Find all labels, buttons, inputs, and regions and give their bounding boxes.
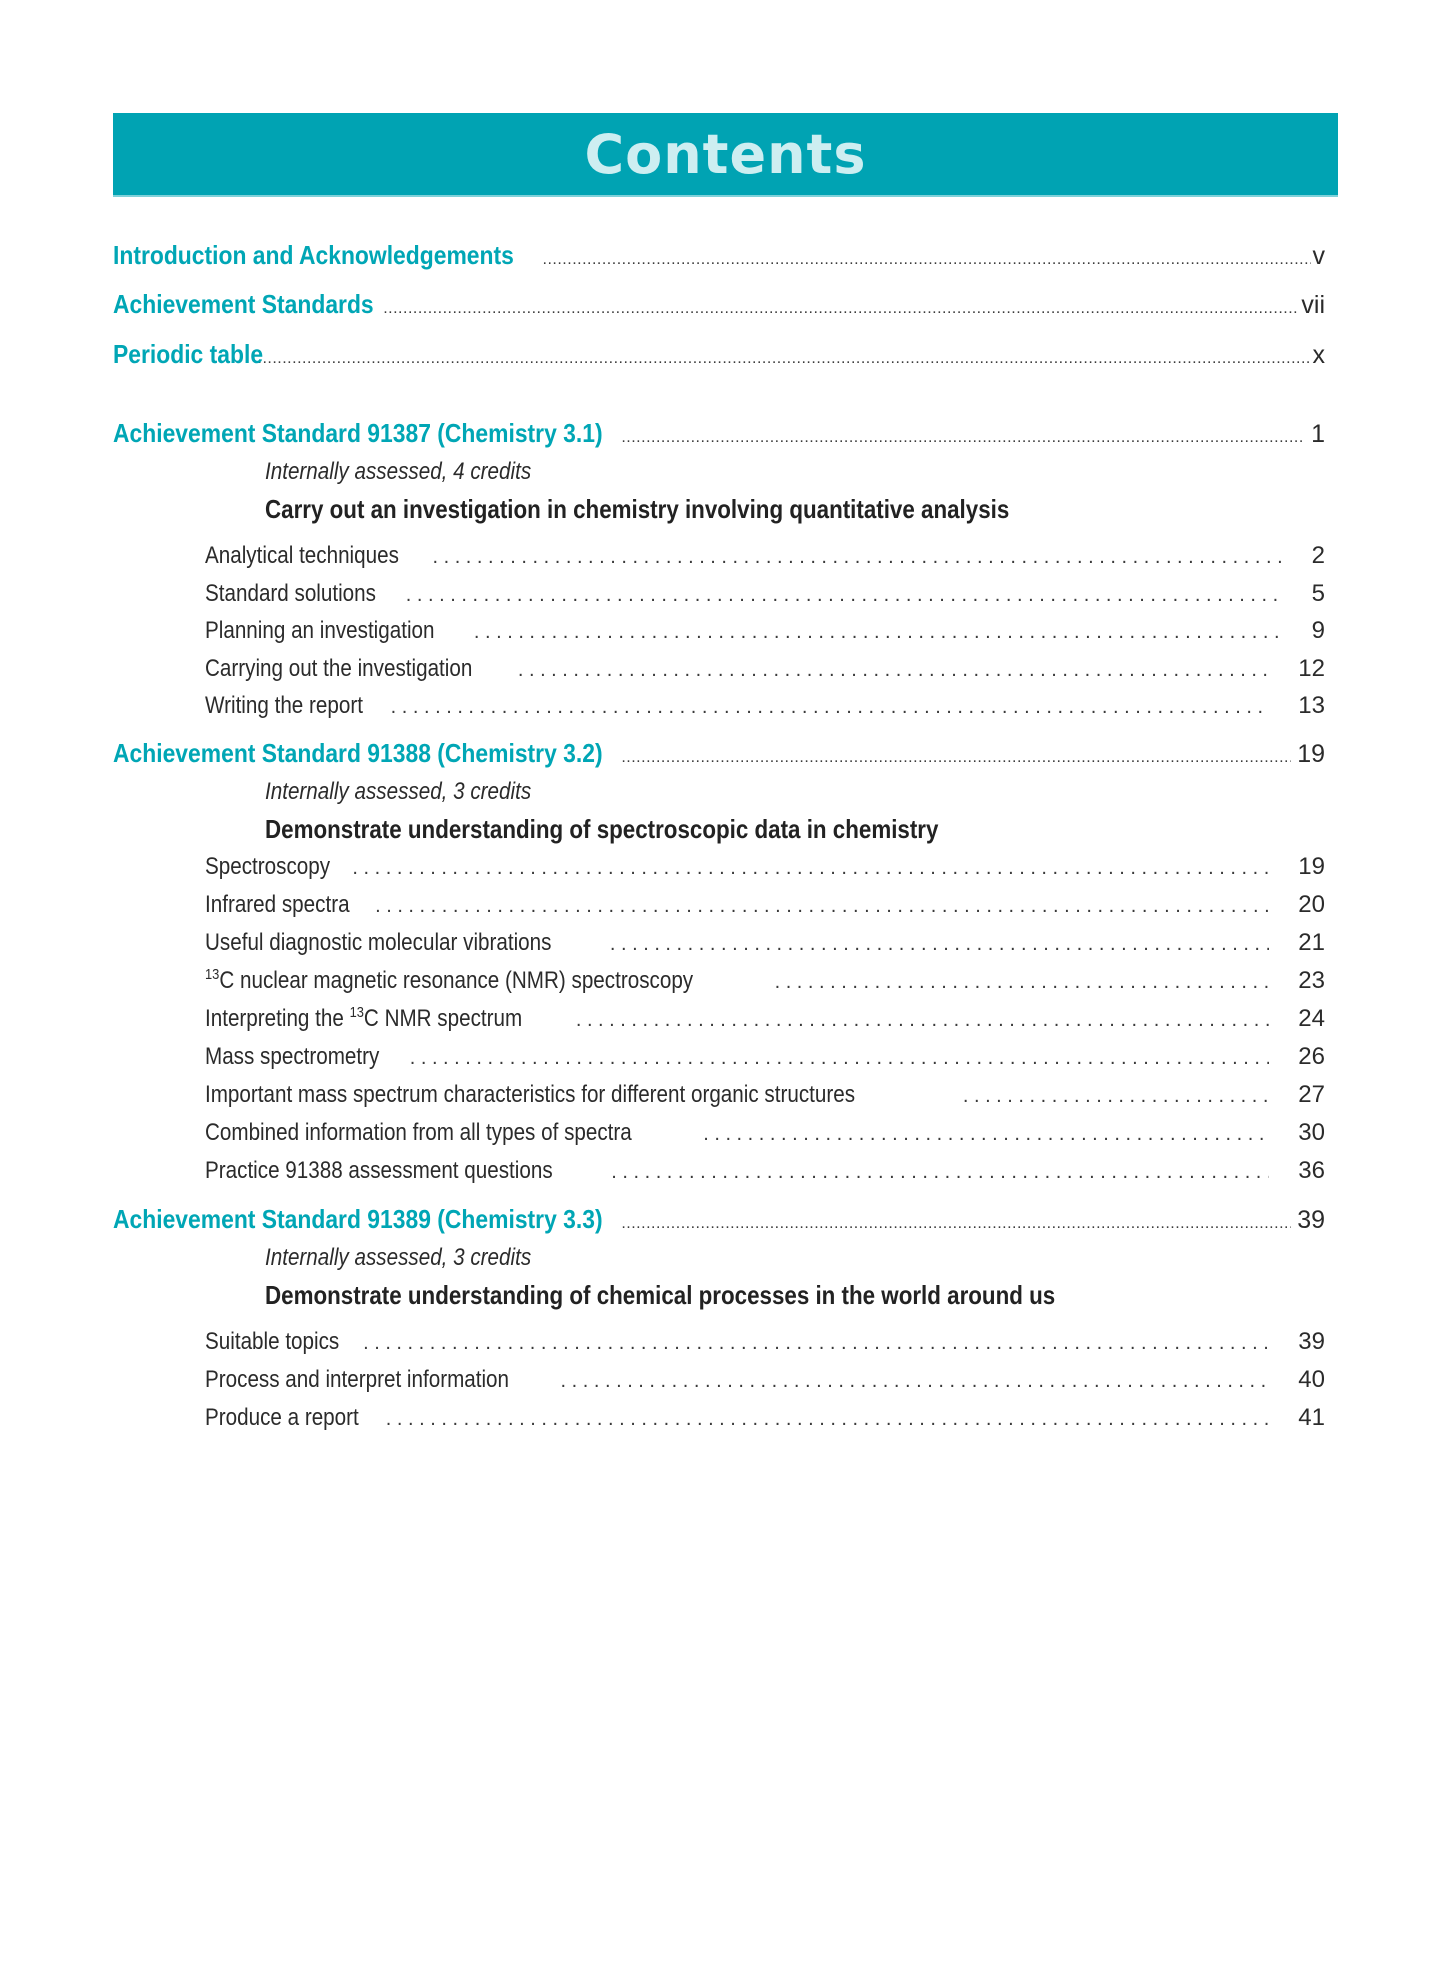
toc-item[interactable]	[205, 1328, 1325, 1356]
toc-item-label: Carrying out the investigation	[205, 655, 473, 682]
toc-item[interactable]	[205, 1119, 1325, 1147]
toc-entry-label: Introduction and Acknowledgements	[113, 240, 514, 270]
toc-item-label: Planning an investigation	[205, 617, 435, 644]
toc-item[interactable]	[205, 580, 1325, 608]
dot-leader	[610, 933, 1269, 956]
dot-leader	[474, 621, 1281, 644]
toc-standard-title: Achievement Standard 91388 (Chemistry 3.2)	[113, 738, 603, 768]
dot-leader	[410, 1047, 1269, 1070]
toc-item-label: Analytical techniques	[205, 542, 399, 569]
toc-item-label: Infrared spectra	[205, 891, 350, 918]
dot-leader	[543, 251, 1311, 269]
toc-page-number: 19	[1298, 853, 1325, 880]
toc-page-number: 40	[1298, 1366, 1325, 1393]
toc-item-label: Process and interpret information	[205, 1366, 510, 1393]
toc-page-number: 23	[1298, 967, 1325, 994]
toc-item[interactable]	[205, 1081, 1325, 1109]
toc-item[interactable]	[205, 1157, 1325, 1185]
toc-standard-91389[interactable]	[113, 1204, 1325, 1235]
dot-leader	[963, 1085, 1269, 1108]
standard-credits: Internally assessed, 3 credits	[265, 778, 532, 805]
toc-item-label: Produce a report	[205, 1404, 359, 1431]
dot-leader	[621, 429, 1303, 447]
superscript-isotope: 13	[349, 1004, 364, 1021]
dot-leader	[406, 584, 1281, 607]
toc-item-label: Important mass spectrum characteristics for different organic structures	[205, 1081, 856, 1108]
toc-item-label: Standard solutions	[205, 580, 376, 607]
toc-item[interactable]	[205, 542, 1325, 570]
standard-credits: Internally assessed, 4 credits	[265, 458, 532, 485]
superscript-isotope: 13	[205, 966, 220, 983]
toc-entry-label: Achievement Standards	[113, 289, 374, 319]
dot-leader	[703, 1123, 1269, 1146]
toc-item[interactable]	[205, 891, 1325, 919]
toc-page-number: 26	[1298, 1043, 1325, 1070]
toc-standard-title: Achievement Standard 91389 (Chemistry 3.3)	[113, 1204, 603, 1234]
toc-page-number: 36	[1298, 1157, 1325, 1184]
toc-item-label: $^{13}$C nuclear magnetic resonance (NMR) spectroscopy	[205, 966, 694, 994]
toc-item-label: Spectroscopy	[205, 853, 331, 880]
toc-page-number: 27	[1298, 1081, 1325, 1108]
toc-page-number: 5	[1311, 580, 1325, 607]
toc-page-number: 2	[1311, 542, 1325, 569]
toc-page-number: 21	[1298, 929, 1325, 956]
page-title: Contents	[584, 122, 867, 186]
standard-description: Demonstrate understanding of spectroscopic data in chemistry	[265, 814, 939, 844]
toc-entry-introduction[interactable]	[113, 240, 1325, 271]
toc-page-number: 13	[1298, 692, 1325, 719]
toc-item[interactable]	[205, 617, 1325, 645]
toc-item[interactable]	[205, 655, 1325, 683]
toc-page-number: 9	[1311, 617, 1325, 644]
toc-item[interactable]	[205, 929, 1325, 957]
dot-leader	[363, 1332, 1269, 1355]
dot-leader	[386, 1408, 1269, 1431]
toc-item[interactable]	[205, 1404, 1325, 1432]
dot-leader	[391, 696, 1269, 719]
toc-page-number: 20	[1298, 891, 1325, 918]
dot-leader	[383, 300, 1299, 318]
toc-item-label: Useful diagnostic molecular vibrations	[205, 929, 552, 956]
toc-page-number: 12	[1298, 655, 1325, 682]
toc-item[interactable]	[205, 1005, 1325, 1033]
dot-leader	[561, 1370, 1269, 1393]
dot-leader	[375, 895, 1269, 918]
toc-standard-title: Achievement Standard 91387 (Chemistry 3.1)	[113, 418, 603, 448]
toc-item[interactable]	[205, 967, 1325, 995]
toc-item-label: Mass spectrometry	[205, 1043, 380, 1070]
toc-standard-91387[interactable]	[113, 418, 1325, 449]
toc-page-number: x	[1312, 341, 1325, 369]
dot-leader	[611, 1161, 1269, 1184]
contents-banner	[113, 113, 1338, 197]
standard-description: Demonstrate understanding of chemical processes in the world around us	[265, 1280, 1056, 1310]
toc-page-number: 30	[1298, 1119, 1325, 1146]
toc-item[interactable]	[205, 692, 1325, 720]
toc-item-label: Suitable topics	[205, 1328, 340, 1355]
toc-page-number: 39	[1298, 1328, 1325, 1355]
toc-item[interactable]	[205, 1366, 1325, 1394]
toc-item-label: Combined information from all types of spectra	[205, 1119, 632, 1146]
toc-item-label: Writing the report	[205, 692, 363, 719]
toc-page-number: v	[1312, 242, 1325, 270]
dot-leader	[576, 1009, 1269, 1032]
toc-page-number: 1	[1311, 420, 1325, 448]
toc-page-number: vii	[1301, 291, 1325, 319]
dot-leader	[518, 659, 1269, 682]
standard-description: Carry out an investigation in chemistry involving quantitative analysis	[265, 494, 1010, 524]
toc-item-label: Interpreting the $^{13}$C NMR spectrum	[205, 1004, 523, 1032]
toc-item-label: Practice 91388 assessment questions	[205, 1157, 553, 1184]
toc-entry-label: Periodic table	[113, 339, 264, 369]
toc-page-number: 39	[1297, 1206, 1325, 1234]
standard-credits: Internally assessed, 3 credits	[265, 1244, 532, 1271]
dot-leader	[352, 857, 1269, 880]
dot-leader	[258, 350, 1311, 368]
toc-entry-periodic-table[interactable]	[113, 339, 1325, 370]
dot-leader	[775, 971, 1269, 994]
dot-leader	[432, 546, 1281, 569]
toc-entry-achievement-standards[interactable]	[113, 289, 1325, 320]
toc-page-number: 19	[1297, 740, 1325, 768]
toc-item[interactable]	[205, 853, 1325, 881]
dot-leader	[621, 749, 1291, 767]
dot-leader	[621, 1215, 1291, 1233]
toc-standard-91388[interactable]	[113, 738, 1325, 769]
toc-page-number: 41	[1298, 1404, 1325, 1431]
toc-item[interactable]	[205, 1043, 1325, 1071]
toc-page-number: 24	[1298, 1005, 1325, 1032]
